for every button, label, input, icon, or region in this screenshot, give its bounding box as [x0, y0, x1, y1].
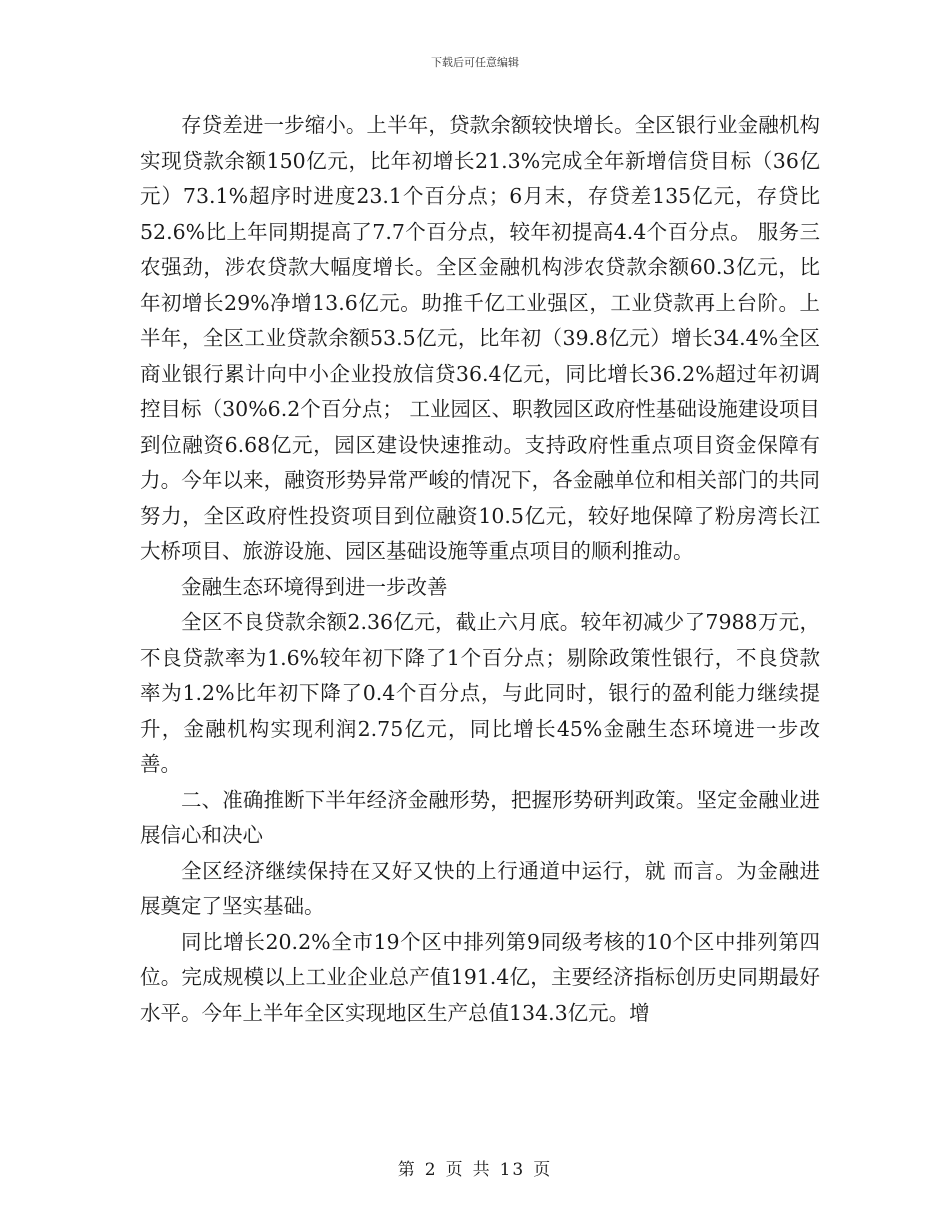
paragraph-loans: 存贷差进一步缩小。上半年，贷款余额较快增长。全区银行业金融机构实现贷款余额150亿元，比年初增长21.3%完成全年新增信贷目标（36亿元）73.1%超序时进度23.1个百分点；6月末，存贷差135亿元，存贷比52.6%比上年同期提高了7.7个百分点，较年初提高4.4个百分点。 服务三农强劲，涉农贷款大幅度增长。全区金融机构涉农贷款余额60.3亿元，比年初增长29%净增13.6亿元。助推千亿工业强区，工业贷款再上台阶。上半年，全区工业贷款余额53.5亿元，比年初（39.8亿元）增长34.4%全区商业银行累计向中小企业投放信贷36.4亿元，同比增长36.2%超过年初调控目标（30%6.2个百分点； 工业园区、职教园区政府性基础设施建设项目到位融资6.68亿元，园区建设快速推动。支持政府性重点项目资金保障有力。今年以来，融资形势异常严峻的情况下，各金融单位和相关部门的共同努力，全区政府性投资项目到位融资10.5亿元，较好地保障了粉房湾长江大桥项目、旅游设施、园区基础设施等重点项目的顺利推动。 [140, 113, 820, 563]
document-body [140, 108, 820, 1031]
footer-page-word: 页 [445, 1160, 465, 1180]
footer-prefix: 第 [397, 1160, 417, 1180]
footer-suffix: 页 [533, 1160, 553, 1180]
paragraph-economy: 全区经济继续保持在又好又快的上行通道中运行，就 而言。为金融进展奠定了坚实基础。 [140, 858, 820, 918]
footer-total-pages: 13 [499, 1160, 526, 1180]
paragraph-eco-heading: 金融生态环境得到进一步改善 [181, 574, 448, 599]
footer-page-number: 2 [424, 1160, 438, 1180]
page-footer [0, 1155, 950, 1180]
paragraph-growth: 同比增长20.2%全市19个区中排列第9同级考核的10个区中排列第四位。完成规模以上工业企业总产值191.4亿，主要经济指标创历史同期最好水平。今年上半年全区实现地区生产总值134.3亿元。增 [140, 929, 820, 1025]
footer-total-word: 共 [472, 1160, 492, 1180]
page-header: 下载后可任意编辑 [431, 56, 519, 69]
paragraph-section-two: 二、准确推断下半年经济金融形势，把握形势研判政策。坚定金融业进展信心和决心 [140, 787, 820, 847]
paragraph-bad-loans: 全区不良贷款余额2.36亿元，截止六月底。较年初减少了7988万元，不良贷款率为1.6%较年初下降了1个百分点；剔除政策性银行，不良贷款率为1.2%比年初下降了0.4个百分点，与此同时，银行的盈利能力继续提升，金融机构实现利润2.75亿元，同比增长45%金融生态环境进一步改善。 [140, 610, 820, 776]
